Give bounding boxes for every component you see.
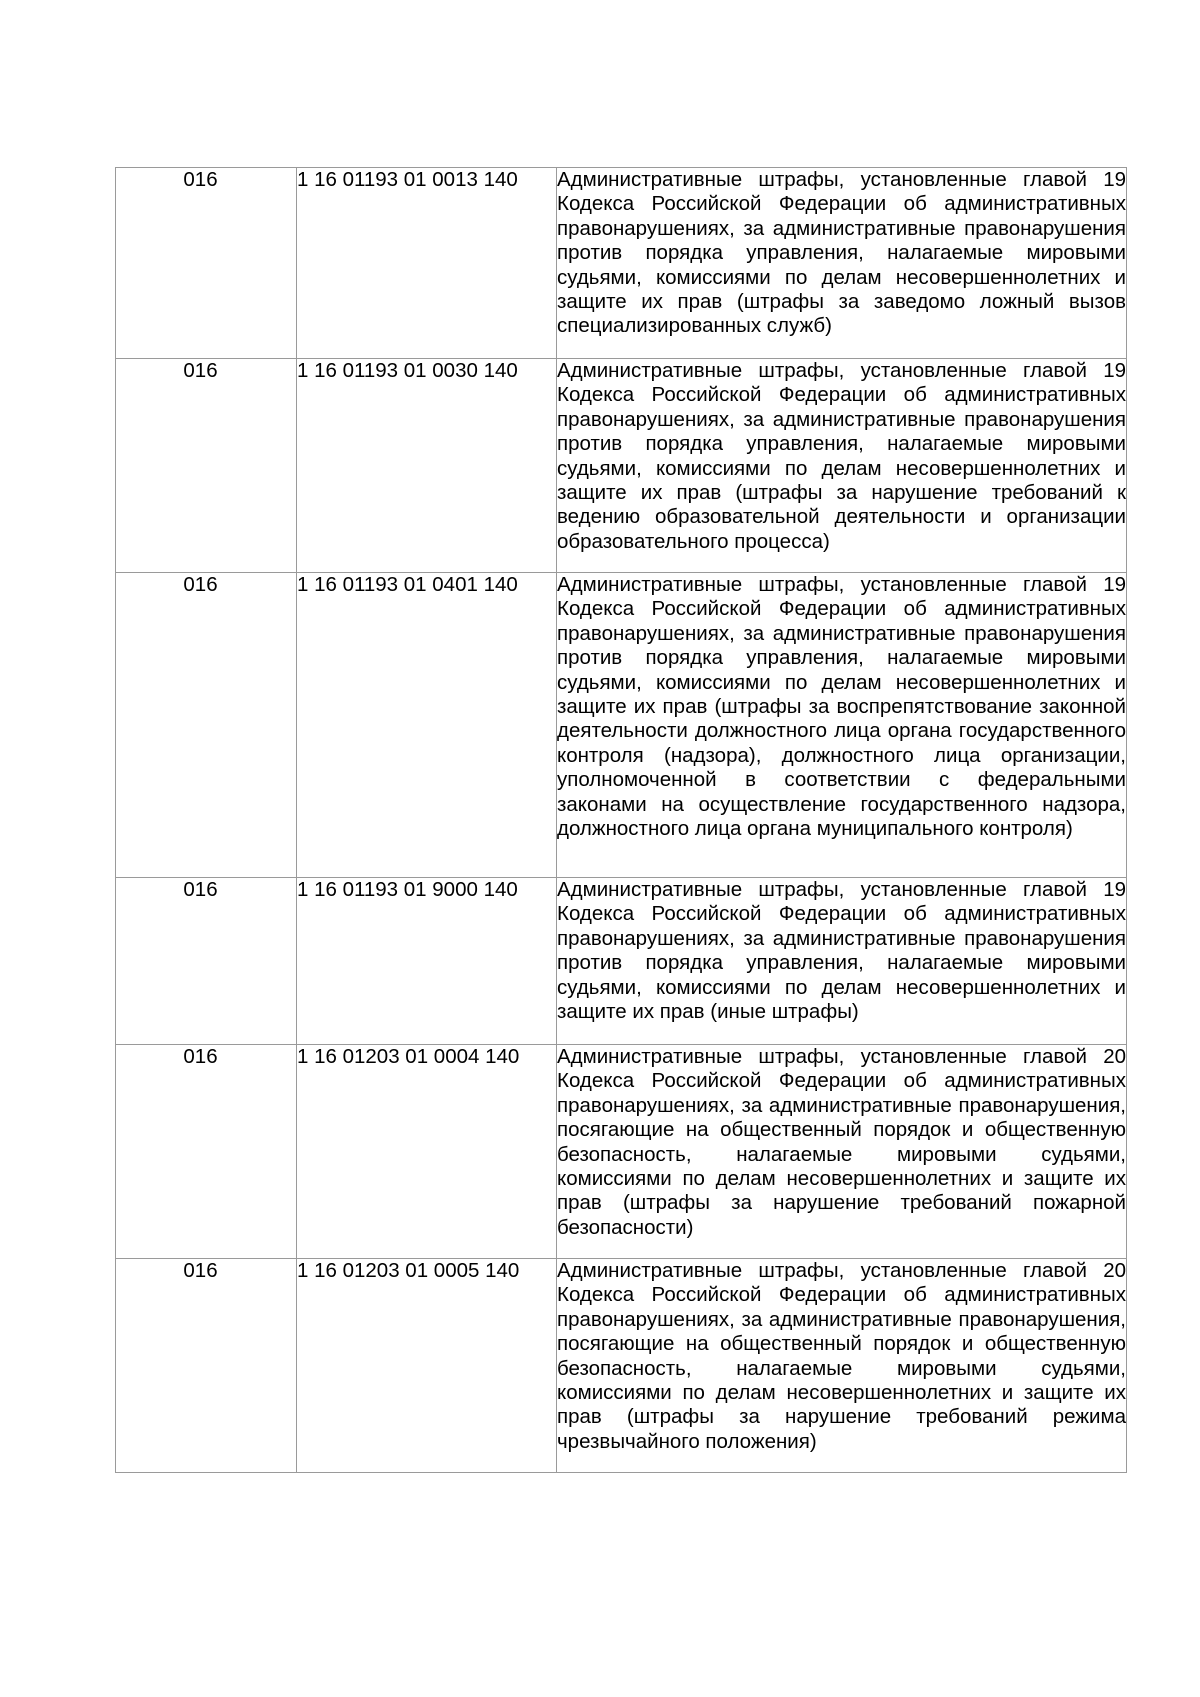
- description-text: Административные штрафы, установленные главой 19 Кодекса Российской Федерации об административных правонарушениях, за административные правонарушения против порядка управления, налагаемые мировыми судьями, комиссиями по делам несовершеннолетних и защите их прав (штрафы за заведомо ложный вызов специализированных служб): [557, 168, 1126, 338]
- description-text: Административные штрафы, установленные главой 19 Кодекса Российской Федерации об административных правонарушениях, за административные правонарушения против порядка управления, налагаемые мировыми судьями, комиссиями по делам несовершеннолетних и защите их прав (штрафы за воспрепятствование законной деятельности должностного лица органа государственного контроля (надзора), должностного лица организации, уполномоченной в соответствии с федеральными законами на осуществление государственного надзора, должностного лица органа муниципального контроля): [557, 573, 1126, 841]
- kbk-code: 1 16 01193 01 0401 140: [297, 573, 518, 596]
- admin-code: 016: [183, 359, 218, 382]
- admin-code-cell: [116, 1045, 297, 1259]
- admin-code-cell: [116, 168, 297, 359]
- table-row: [116, 573, 1127, 878]
- description-text: Административные штрафы, установленные главой 19 Кодекса Российской Федерации об административных правонарушениях, за административные правонарушения против порядка управления, налагаемые мировыми судьями, комиссиями по делам несовершеннолетних и защите их прав (иные штрафы): [557, 878, 1126, 1024]
- table-row: [116, 1259, 1127, 1473]
- table-row: [116, 1045, 1127, 1259]
- description-cell: [557, 1259, 1127, 1473]
- description-cell: [557, 359, 1127, 573]
- kbk-code-cell: [297, 573, 557, 878]
- admin-code: 016: [183, 878, 218, 901]
- kbk-code: 1 16 01193 01 0013 140: [297, 168, 518, 191]
- kbk-code: 1 16 01203 01 0005 140: [297, 1259, 520, 1282]
- admin-code: 016: [183, 1045, 218, 1068]
- description-text: Административные штрафы, установленные главой 20 Кодекса Российской Федерации об административных правонарушениях, за административные правонарушения, посягающие на общественный порядок и общественную безопасность, налагаемые мировыми судьями, комиссиями по делам несовершеннолетних и защите их прав (штрафы за нарушение требований пожарной безопасности): [557, 1045, 1126, 1239]
- kbk-code: 1 16 01193 01 0030 140: [297, 359, 518, 382]
- kbk-code: 1 16 01203 01 0004 140: [297, 1045, 520, 1068]
- kbk-code-cell: [297, 878, 557, 1045]
- description-cell: [557, 878, 1127, 1045]
- kbk-code-cell: [297, 1045, 557, 1259]
- description-text: Административные штрафы, установленные главой 19 Кодекса Российской Федерации об административных правонарушениях, за административные правонарушения против порядка управления, налагаемые мировыми судьями, комиссиями по делам несовершеннолетних и защите их прав (штрафы за нарушение требований к ведению образовательной деятельности и организации образовательного процесса): [557, 359, 1126, 553]
- description-cell: [557, 1045, 1127, 1259]
- description-cell: [557, 573, 1127, 878]
- admin-code-cell: [116, 878, 297, 1045]
- description-cell: [557, 168, 1127, 359]
- admin-code-cell: [116, 573, 297, 878]
- kbk-code-cell: [297, 168, 557, 359]
- table-row: [116, 168, 1127, 359]
- table-row: [116, 359, 1127, 573]
- admin-code: 016: [183, 168, 218, 191]
- admin-code: 016: [183, 1259, 218, 1282]
- description-text: Административные штрафы, установленные главой 20 Кодекса Российской Федерации об административных правонарушениях, за административные правонарушения, посягающие на общественный порядок и общественную безопасность, налагаемые мировыми судьями, комиссиями по делам несовершеннолетних и защите их прав (штрафы за нарушение требований режима чрезвычайного положения): [557, 1259, 1126, 1453]
- admin-code-cell: [116, 1259, 297, 1473]
- kbk-code-cell: [297, 1259, 557, 1473]
- kbk-code: 1 16 01193 01 9000 140: [297, 878, 518, 901]
- table-row: [116, 878, 1127, 1045]
- admin-code: 016: [183, 573, 218, 596]
- fines-table: [115, 167, 1127, 1473]
- admin-code-cell: [116, 359, 297, 573]
- kbk-code-cell: [297, 359, 557, 573]
